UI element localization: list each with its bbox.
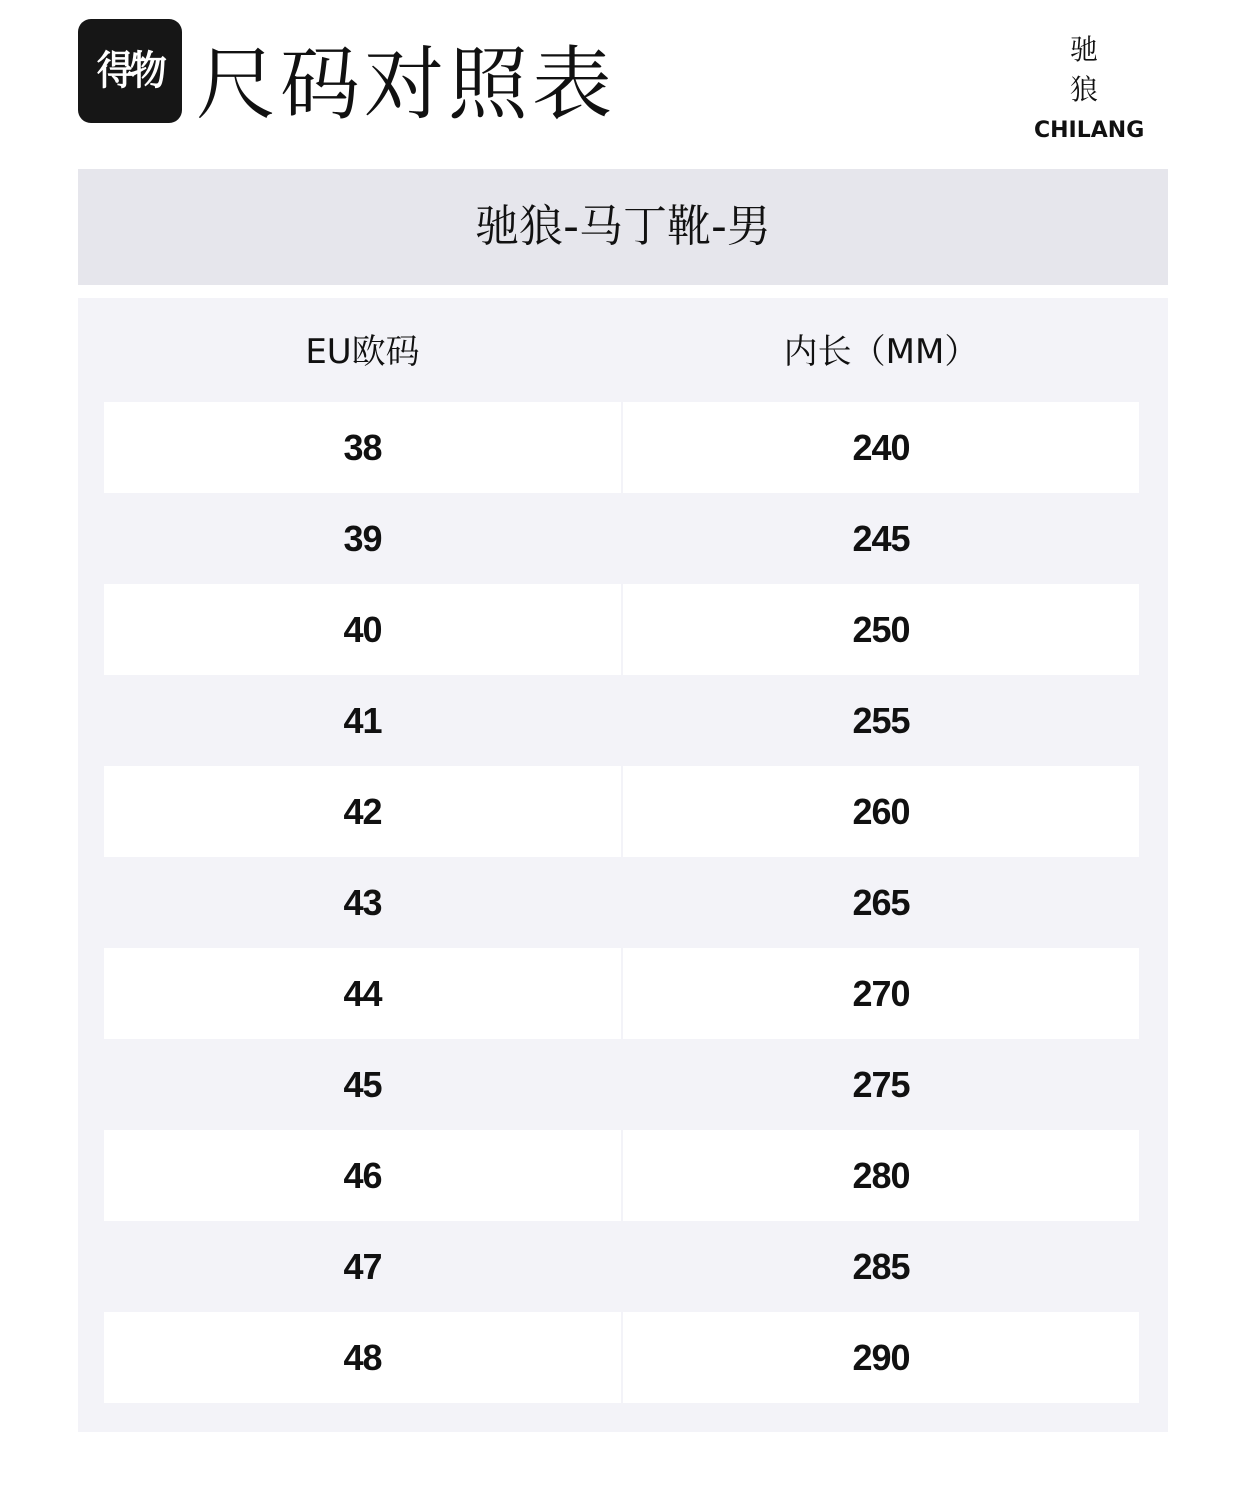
eu-size-cell: 44 bbox=[104, 948, 621, 1039]
column-header-eu-size: EU欧码 bbox=[305, 331, 420, 372]
product-name: 驰狼-马丁靴-男 bbox=[475, 201, 771, 252]
logo-text: 得物 bbox=[96, 48, 164, 94]
table-row bbox=[104, 1312, 1139, 1403]
product-banner bbox=[78, 169, 1168, 285]
eu-size-cell: 46 bbox=[104, 1130, 621, 1221]
brand-mark bbox=[1034, 30, 1145, 144]
table-row bbox=[104, 948, 1139, 1039]
eu-size-cell: 48 bbox=[104, 1312, 621, 1403]
eu-size-cell: 38 bbox=[104, 402, 621, 493]
inner-length-cell: 260 bbox=[623, 766, 1139, 857]
table-row bbox=[104, 857, 1139, 948]
table-row bbox=[104, 584, 1139, 675]
brand-name-cn: 驰 狼 bbox=[1069, 33, 1110, 106]
inner-length-cell: 280 bbox=[623, 1130, 1139, 1221]
page-title: 尺码对照表 bbox=[196, 38, 616, 131]
table-row bbox=[104, 1130, 1139, 1221]
eu-size-cell: 39 bbox=[343, 517, 382, 559]
table-row bbox=[104, 402, 1139, 493]
inner-length-cell: 265 bbox=[852, 881, 910, 923]
brand-logo bbox=[78, 19, 182, 123]
inner-length-cell: 245 bbox=[852, 517, 910, 559]
brand-name-en: CHILANG bbox=[1034, 118, 1145, 143]
eu-size-cell: 42 bbox=[104, 766, 621, 857]
inner-length-cell: 250 bbox=[623, 584, 1139, 675]
inner-length-cell: 290 bbox=[623, 1312, 1139, 1403]
inner-length-cell: 255 bbox=[852, 699, 910, 741]
table-row bbox=[104, 675, 1139, 766]
table-row bbox=[104, 1039, 1139, 1130]
eu-size-cell: 40 bbox=[104, 584, 621, 675]
size-table bbox=[78, 298, 1168, 1432]
inner-length-cell: 240 bbox=[623, 402, 1139, 493]
eu-size-cell: 41 bbox=[343, 699, 382, 741]
eu-size-cell: 43 bbox=[343, 881, 382, 923]
table-row bbox=[104, 1221, 1139, 1312]
inner-length-cell: 275 bbox=[852, 1063, 910, 1105]
size-rows bbox=[104, 402, 1139, 1403]
eu-size-cell: 47 bbox=[343, 1245, 382, 1287]
column-header-inner-length: 内长（MM） bbox=[783, 331, 979, 372]
table-row bbox=[104, 766, 1139, 857]
table-row bbox=[104, 493, 1139, 584]
inner-length-cell: 270 bbox=[623, 948, 1139, 1039]
eu-size-cell: 45 bbox=[343, 1063, 382, 1105]
inner-length-cell: 285 bbox=[852, 1245, 910, 1287]
